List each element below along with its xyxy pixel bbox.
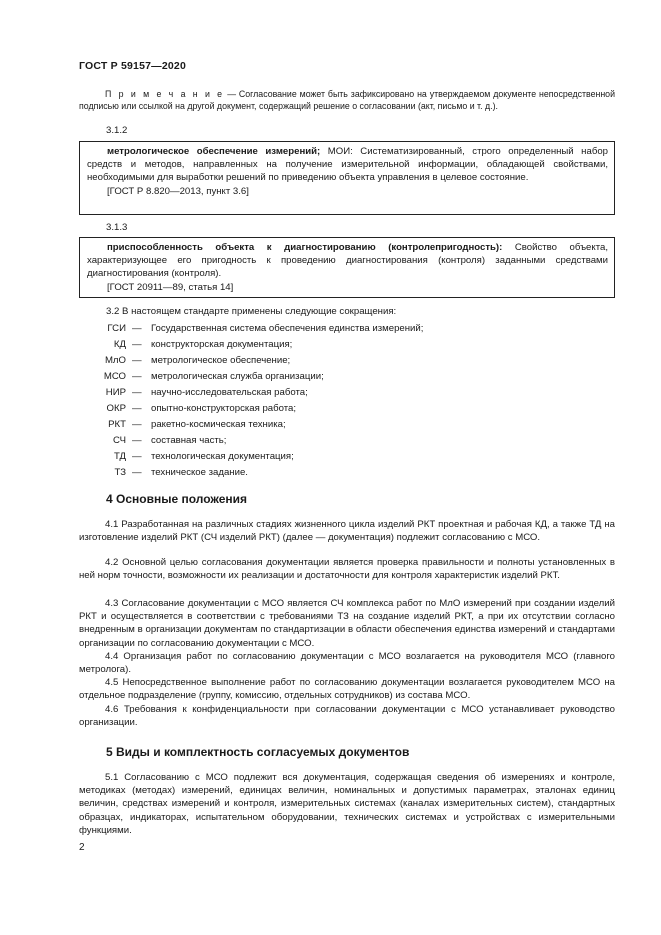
abbreviation-meaning: метрологическая служба организации; [151, 371, 324, 382]
note-text: — Согласование может быть зафиксировано на утверждаемом документе непосредственной подписью или ссылкой на другой документ, содержащий решение о согласовании (акт, письмо и т. д.). [79, 89, 615, 112]
abbreviation-dash: — [132, 387, 142, 398]
abbreviation-dash: — [132, 403, 142, 414]
page-number: 2 [79, 842, 85, 853]
definition-reference: [ГОСТ 20911—89, статья 14] [107, 281, 234, 293]
definition-term: приспособленность объекта к диагностированию (контролепригодность): [107, 242, 503, 253]
abbreviation-meaning: опытно-конструкторская работа; [151, 403, 297, 414]
abbreviation-dash: — [132, 339, 142, 350]
abbreviation-row [0, 354, 661, 367]
note [79, 88, 615, 112]
abbreviation-dash: — [132, 435, 142, 446]
abbreviation-row [0, 386, 661, 399]
abbreviation-row [0, 402, 661, 415]
definition-text [87, 241, 608, 281]
abbreviation: ГСИ [107, 323, 126, 334]
abbreviation-dash: — [132, 467, 142, 478]
definition-text [87, 145, 608, 185]
abbreviation-row [0, 466, 661, 479]
section-4-heading: 4 Основные положения [106, 492, 248, 506]
abbreviation-row [0, 322, 661, 335]
abbreviations-intro: 3.2 В настоящем стандарте применены следующие сокращения: [106, 306, 397, 317]
abbreviation-meaning: Государственная система обеспечения единства измерений; [151, 323, 424, 334]
abbreviation-meaning: техническое задание. [151, 467, 248, 478]
definition-body: МОИ: Систематизированный, строго определенный набор средств и методов, направленных на получение измерительной информации, обладающей свойствами, необходимыми для выработки решений по приведению объекта управления в целевое состояние. [87, 146, 608, 184]
definition-body: Свойство объекта, характеризующее его пригодность к проведению диагностирования (контроля) заданными средствами диагностирования (контроля). [87, 242, 608, 280]
paragraph-5-1: 5.1 Согласованию с МСО подлежит вся документация, содержащая сведения об измерениях и контроле, методиках (методах) измерений, единицах величин, номинальных и допустимых параметрах, эталонах единиц величин, средствах измерений и контроля, измерительных системах (каналах измерительных систем), стандартных образцах, индикаторах, испытательном оборудовании, технических системах и устройствах с измерительными функциями. [79, 772, 615, 836]
abbreviation-dash: — [132, 355, 142, 366]
section-5-heading: 5 Виды и комплектность согласуемых документов [106, 745, 410, 759]
abbreviation: ОКР [106, 403, 126, 414]
abbreviation: МСО [103, 371, 126, 382]
abbreviation: ТД [113, 451, 126, 462]
abbreviation-dash: — [132, 419, 142, 430]
abbreviation-dash: — [132, 451, 142, 462]
abbreviation-row [0, 370, 661, 383]
note-label: П р и м е ч а н и е [105, 89, 225, 99]
definition-box-3-1-3 [79, 237, 615, 298]
paragraph-4-1: 4.1 Разработанная на различных стадиях жизненного цикла изделий РКТ проектная и рабочая КД, а также ТД на изготовление изделий РКТ (СЧ изделий РКТ) (далее — документация) подлежит согласованию с МСО. [79, 519, 615, 544]
definition-term: метрологическое обеспечение измерений; [107, 146, 321, 157]
paragraph-4-3: 4.3 Согласование документации с МСО является СЧ комплекса работ по МлО измерений при создании изделий РКТ и осуществляется в соответствии с требованиями ТЗ на создание изделий РКТ, а при их отсутствии согласно внедренным в организации документам по стандартизации в области обеспечения единства измерений и стандартами организации по согласованию документации с МСО. [79, 598, 615, 649]
clause-number-3-1-2: 3.1.2 [106, 125, 128, 136]
abbreviation-meaning: составная часть; [151, 435, 227, 446]
abbreviation-row [0, 418, 661, 431]
abbreviation: КД [113, 339, 126, 350]
abbreviation-dash: — [132, 371, 142, 382]
abbreviation-dash: — [132, 323, 142, 334]
paragraph-4-5: 4.5 Непосредственное выполнение работ по согласованию документации возлагается руководителем МСО на отдельное подразделение (группу, комиссию, отдельных сотрудников) из состава МСО. [79, 677, 615, 702]
document-id: ГОСТ Р 59157—2020 [79, 60, 187, 72]
abbreviation-row [0, 434, 661, 447]
abbreviation-meaning: ракетно-космическая техника; [151, 419, 286, 430]
paragraph-4-2: 4.2 Основной целью согласования документации является проверка правильности и полноты установленных в ней норм точности, возможности их реализации и достаточности для контроля характеристик изделий РКТ. [79, 557, 615, 582]
abbreviation-meaning: конструкторская документация; [151, 339, 293, 350]
abbreviation: РКТ [108, 419, 126, 430]
abbreviation-meaning: метрологическое обеспечение; [151, 355, 291, 366]
abbreviation-meaning: научно-исследовательская работа; [151, 387, 308, 398]
paragraph-4-4: 4.4 Организация работ по согласованию документации с МСО возлагается на руководителя МСО (главного метролога). [79, 651, 615, 676]
abbreviation: МлО [104, 355, 126, 366]
abbreviation: СЧ [112, 435, 126, 446]
abbreviation: ТЗ [114, 467, 126, 478]
definition-reference: [ГОСТ Р 8.820—2013, пункт 3.6] [107, 185, 249, 197]
abbreviation-row [0, 338, 661, 351]
paragraph-4-6: 4.6 Требования к конфиденциальности при согласовании документации с МСО устанавливает руководство организации. [79, 704, 615, 729]
abbreviation-meaning: технологическая документация; [151, 451, 294, 462]
clause-number-3-1-3: 3.1.3 [106, 222, 128, 233]
abbreviation: НИР [105, 387, 126, 398]
definition-box-3-1-2 [79, 141, 615, 215]
abbreviation-row [0, 450, 661, 463]
